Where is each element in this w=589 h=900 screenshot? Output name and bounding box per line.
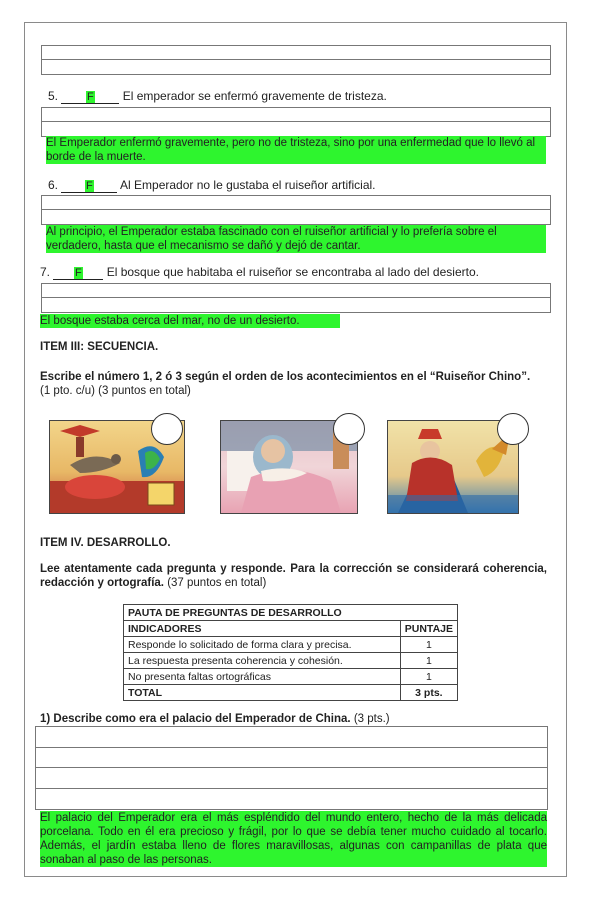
- table-row: No presenta faltas ortográficas 1: [124, 669, 458, 685]
- item3-instruction: Escribe el número 1, 2 ó 3 según el orden de los acontecimientos en el “Ruiseñor Chino”. (1 pto. c/u) (3 puntos en total): [40, 371, 531, 397]
- answer-text-q1: El palacio del Emperador era el más espléndido del mundo entero, hecho de la más delicada porcelana. Todo en él era precioso y frágil, por lo que se debía tener mucho cuidado al tocarlo. Además, el jardín estaba lleno de flores maravillosas, algunas con campanillas de plata que sonaban al paso de las personas.: [40, 812, 547, 866]
- item4-heading: ITEM IV. DESARROLLO.: [40, 537, 171, 549]
- pauta-table: [123, 604, 458, 701]
- question-6: [48, 178, 376, 193]
- answer-lines-5[interactable]: [41, 107, 551, 137]
- order-circle-1[interactable]: [151, 413, 183, 445]
- tf-mark: F: [85, 180, 93, 192]
- tf-mark: F: [86, 91, 94, 103]
- question-statement: El bosque que habitaba el ruiseñor se encontraba al lado del desierto.: [106, 265, 479, 279]
- question-number: 5.: [48, 89, 59, 103]
- question-7: [40, 265, 479, 280]
- answer-lines-6[interactable]: [41, 195, 551, 225]
- question-5: [48, 89, 387, 104]
- tf-mark: F: [74, 267, 82, 279]
- answer-lines-7[interactable]: [41, 283, 551, 313]
- table-row: Responde lo solicitado de forma clara y precisa. 1: [124, 637, 458, 653]
- col-header-puntaje: PUNTAJE: [400, 621, 457, 637]
- q1-label: 1) Describe como era el palacio del Emperador de China. (3 pts.): [40, 713, 390, 725]
- item3-heading: ITEM III: SECUENCIA.: [40, 341, 159, 353]
- answer-blank[interactable]: [61, 89, 119, 104]
- answer-text-6: Al principio, el Emperador estaba fascinado con el ruiseñor artificial y lo prefería sobre el verdadero, hasta que el mecanismo se dañó y dejó de cantar.: [46, 225, 546, 253]
- table-row: La respuesta presenta coherencia y cohesión. 1: [124, 653, 458, 669]
- item4-instruction: Lee atentamente cada pregunta y responde. Para la corrección se considerará coherencia, redacción y ortografía. (37 puntos en total): [40, 563, 547, 589]
- answer-text-7: El bosque estaba cerca del mar, no de un desierto.: [40, 314, 340, 328]
- pauta-title: PAUTA DE PREGUNTAS DE DESARROLLO: [124, 605, 458, 621]
- question-statement: El emperador se enfermó gravemente de tristeza.: [122, 89, 387, 103]
- answer-blank[interactable]: [61, 178, 117, 193]
- order-circle-2[interactable]: [333, 413, 365, 445]
- question-number: 6.: [48, 178, 59, 192]
- question-statement: Al Emperador no le gustaba el ruiseñor artificial.: [120, 178, 376, 192]
- question-number: 7.: [40, 265, 51, 279]
- answer-lines-top[interactable]: [41, 45, 551, 75]
- answer-blank[interactable]: [53, 265, 103, 280]
- answer-text-5: El Emperador enfermó gravemente, pero no de tristeza, sino por una enfermedad que lo llevó al borde de la muerte.: [46, 136, 546, 164]
- order-circle-3[interactable]: [497, 413, 529, 445]
- col-header-indicadores: INDICADORES: [124, 621, 401, 637]
- table-row-total: TOTAL 3 pts.: [124, 685, 458, 701]
- answer-lines-q1[interactable]: [35, 726, 548, 810]
